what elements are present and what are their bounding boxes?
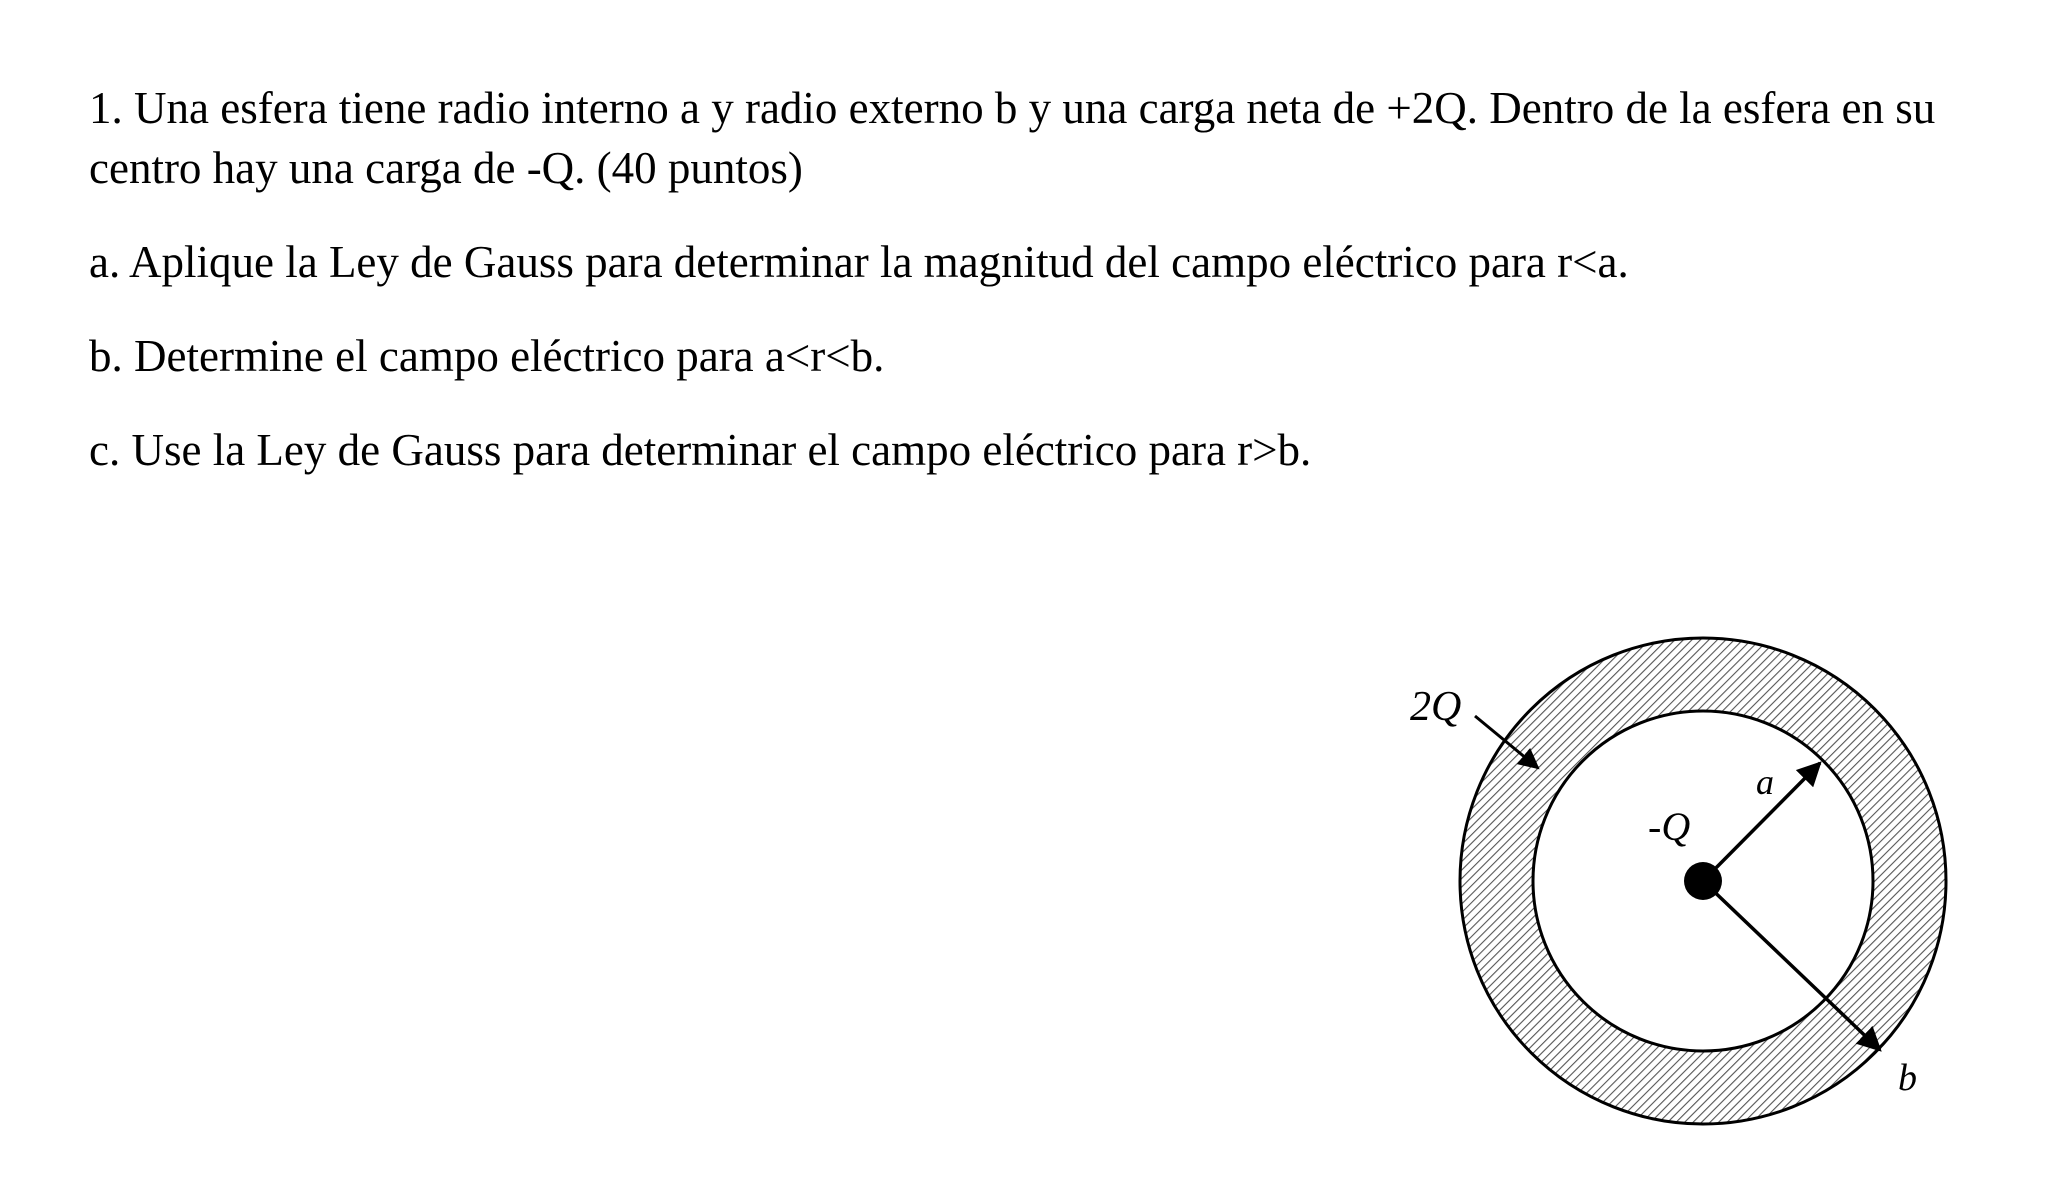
problem-statement (89, 78, 2019, 514)
part-a: a. Aplique la Ley de Gauss para determinar la magnitud del campo eléctrico para r<a. (89, 237, 1629, 287)
spherical-shell-diagram (1380, 620, 1980, 1140)
label-inner-radius: a (1756, 762, 1774, 802)
shell-diagram-svg (1380, 620, 1980, 1140)
label-center-charge: -Q (1648, 804, 1691, 849)
part-c: c. Use la Ley de Gauss para determinar el campo eléctrico para r>b. (89, 425, 1312, 475)
label-outer-radius: b (1898, 1057, 1917, 1099)
problem-intro: 1. Una esfera tiene radio interno a y radio externo b y una carga neta de +2Q. Dentro de la esfera en su centro hay una carga de -Q. (40 puntos) (89, 83, 1936, 193)
part-b: b. Determine el campo eléctrico para a<r<b. (89, 331, 885, 381)
label-shell-charge: 2Q (1410, 684, 1462, 730)
